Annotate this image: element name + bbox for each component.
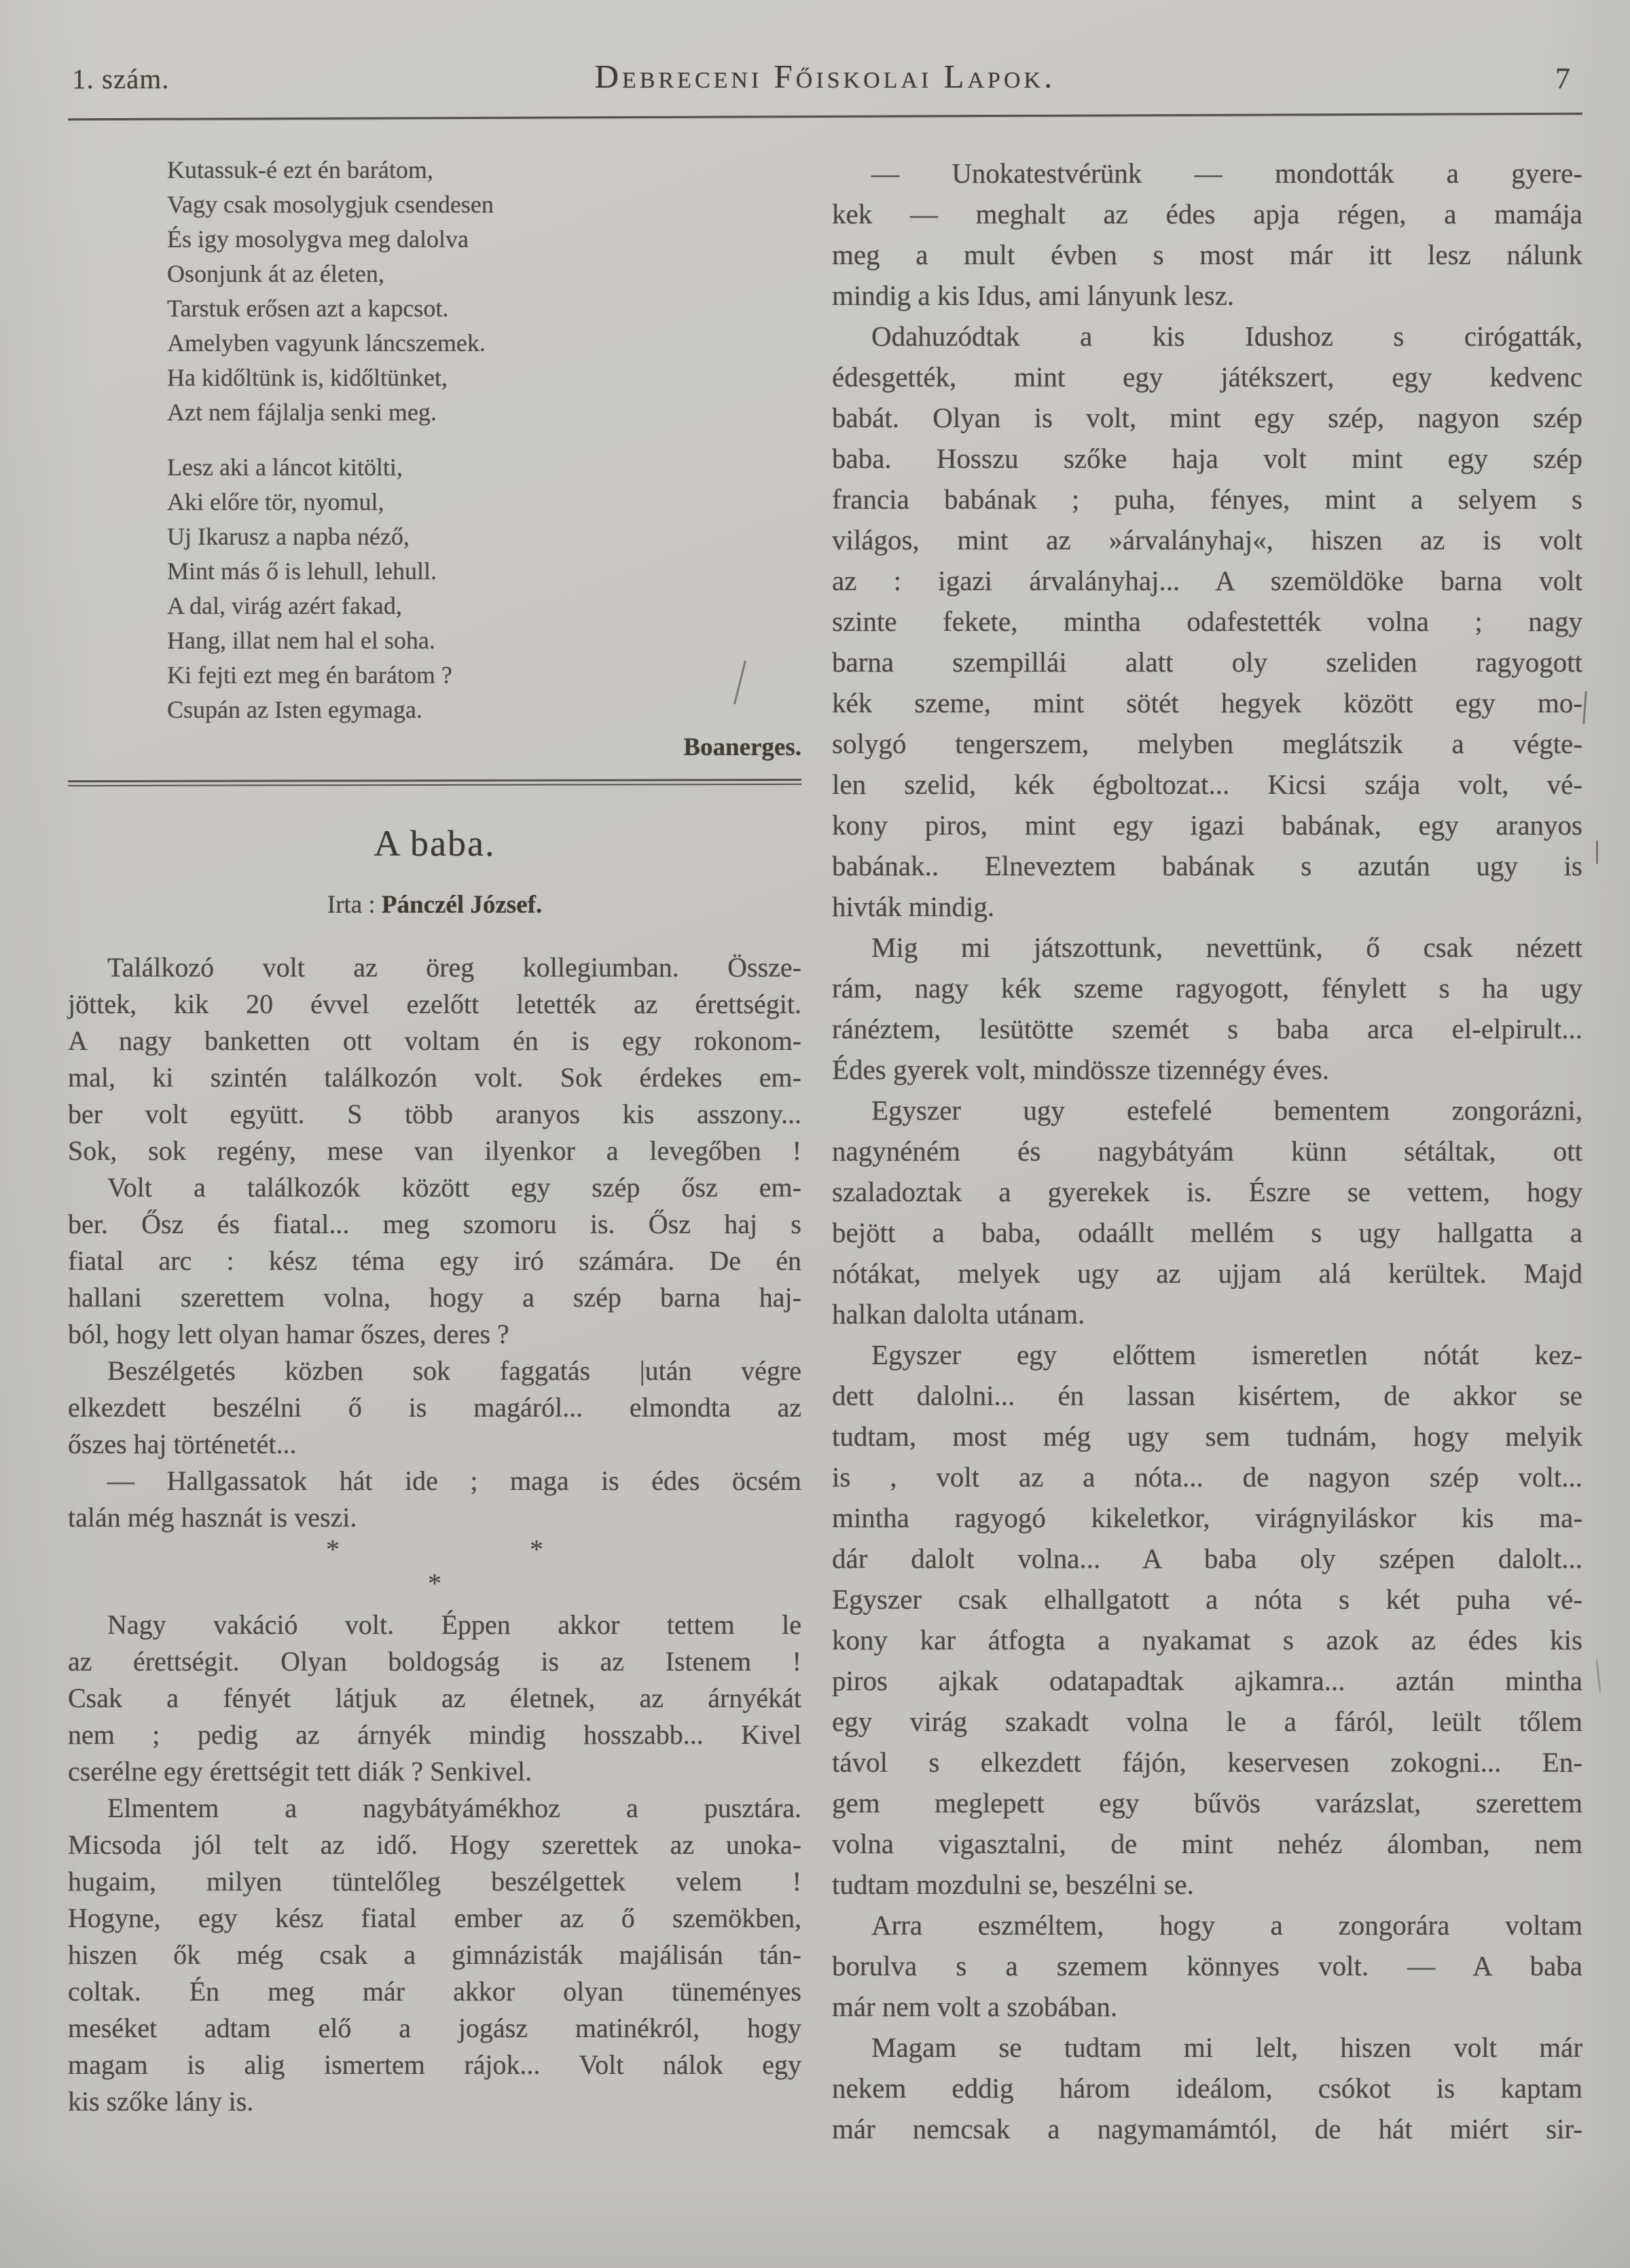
text-line: magam is alig ismertem rájok... Volt nálok egy (68, 2049, 801, 2080)
text-line: — Unokatestvérünk — mondották a gyere- (871, 158, 1582, 189)
text-line: hivták mindig. (832, 891, 995, 922)
text-line: fiatal arc : kész téma egy iró számára. De én (68, 1245, 801, 1276)
text-line: coltak. Én meg már akkor olyan tüneményes (68, 1976, 801, 2007)
text-line: A nagy banketten ott voltam én is egy rokonom- (68, 1025, 801, 1056)
text-line: hallani szerettem volna, hogy a szép barna haj- (68, 1282, 801, 1313)
text-line: nagynéném és nagybátyám künn sétáltak, ott (832, 1135, 1582, 1167)
text-line: Mint más ő is lehull, lehull. (167, 557, 437, 585)
text-line: Vagy csak mosolygjuk csendesen (167, 191, 494, 218)
text-line: már nemcsak a nagymamámtól, de hát miért sir- (832, 2113, 1582, 2144)
text-line: len szelid, kék égboltozat... Kicsi szája volt, vé- (832, 769, 1582, 800)
text-line: cserélne egy érettségit tett diák ? Senkivel. (68, 1756, 532, 1787)
text-line: A dal, virág azért fakad, (167, 592, 402, 619)
two-column-layout (68, 153, 1582, 2149)
text-line: Osonjunk át az életen, (167, 260, 384, 287)
text-line: az érettségit. Olyan boldogság is az Istenem ! (68, 1646, 801, 1677)
text-line: Lesz aki a láncot kitölti, (167, 454, 403, 481)
text-line: dett dalolni... én lassan kisértem, de akkor se (832, 1380, 1582, 1411)
text-line: jöttek, kik 20 évvel ezelőtt letették az érettségit. (68, 989, 801, 1019)
text-line: Aki előre tör, nyomul, (167, 488, 384, 515)
text-line: francia babának ; puha, fényes, mint a selyem s (832, 483, 1582, 515)
byline-prefix: Irta : (327, 891, 376, 919)
text-line: kony piros, mint egy igazi babának, egy aranyos (832, 809, 1582, 841)
text-line: solygó tengerszem, melyben meglátszik a végte- (832, 728, 1582, 759)
paragraph (68, 1607, 801, 1790)
text-line: Micsoda jól telt az idő. Hogy szerettek az unoka- (68, 1829, 801, 1860)
text-line: baba. Hosszu szőke haja volt mint egy szép (832, 443, 1582, 474)
text-line: Volt a találkozók között egy szép ősz em- (107, 1172, 801, 1203)
paragraph (832, 2027, 1582, 2149)
text-line: egy virág szakadt volna le a fáról, leült tőlem (832, 1706, 1582, 1737)
text-line: Elmentem a nagybátyámékhoz a pusztára. (107, 1793, 801, 1823)
byline-author: Pánczél József. (381, 891, 543, 919)
text-line: Mig mi játszottunk, nevettünk, ő csak nézett (871, 932, 1582, 963)
paragraph (68, 949, 801, 1169)
text-line: bejött a baba, odaállt mellém s ugy hallgatta a (832, 1217, 1582, 1248)
text-line: talán még hasznát is veszi. (68, 1502, 357, 1533)
text-line: kis szőke lány is. (68, 2086, 254, 2117)
text-line: tudtam mozdulni se, beszélni se. (832, 1869, 1194, 1900)
article-body-right (832, 153, 1582, 2149)
text-line: Ha kidőltünk is, kidőltünket, (167, 364, 448, 391)
header-rule (68, 113, 1582, 121)
left-column (68, 153, 801, 2149)
asterisk: * (326, 1534, 340, 1565)
text-line: hugaim, milyen tüntelőleg beszélgettek velem ! (68, 1866, 801, 1897)
text-line: Magam se tudtam mi lelt, hiszen volt már (871, 2032, 1582, 2063)
text-line: már nem volt a szobában. (832, 1991, 1118, 2022)
right-column (832, 153, 1582, 2149)
text-line: édesgették, mint egy játékszert, egy kedvenc (832, 361, 1582, 392)
text-line: Azt nem fájlalja senki meg. (167, 399, 437, 426)
text-line: Ki fejti ezt meg én barátom ? (167, 661, 452, 689)
text-line: Arra eszméltem, hogy a zongorára voltam (871, 1909, 1582, 1941)
text-line: rám, nagy kék szeme ragyogott, fénylett s ha ugy (832, 972, 1582, 1004)
text-line: Egyszer egy előttem ismeretlen nótát kez- (871, 1339, 1582, 1370)
text-line: Amelyben vagyunk láncszemek. (167, 329, 486, 356)
text-line: is , volt az a nóta... de nagyon szép volt... (832, 1461, 1582, 1493)
text-line: — Hallgassatok hát ide ; maga is édes öcsém (107, 1465, 801, 1496)
poem (167, 153, 801, 727)
text-line: Hang, illat nem hal el soha. (167, 627, 435, 654)
text-line: tudtam, most még ugy sem tudnám, hogy melyik (832, 1421, 1582, 1452)
article-byline (68, 890, 801, 919)
text-line: Csak a fényét látjuk az életnek, az árnyékát (68, 1683, 801, 1713)
text-line: Csupán az Isten egymaga. (167, 696, 422, 723)
text-line: mal, ki szintén találkozón volt. Sok érdekes em- (68, 1062, 801, 1093)
paragraph (68, 1169, 801, 1353)
asterisk: * (428, 1568, 441, 1598)
scan-artifact (1595, 1658, 1601, 1694)
text-line: halkan dalolta utánam. (832, 1298, 1085, 1330)
paragraph (832, 153, 1582, 316)
text-line: nem ; pedig az árnyék mindig hosszabb... Kivel (68, 1719, 801, 1750)
scan-artifact (1596, 841, 1598, 864)
text-line: babát. Olyan is volt, mint egy szép, nagyon szép (832, 402, 1582, 433)
text-line: kék szeme, mint sötét hegyek között egy mo- (832, 687, 1582, 718)
poem-stanza-1 (167, 153, 801, 430)
text-line: hiszen ők még csak a gimnázisták majálisán tán- (68, 1939, 801, 1970)
text-line: Tarstuk erősen azt a kapcsot. (167, 295, 449, 322)
text-line: Egyszer ugy estefelé bementem zongorázni, (871, 1095, 1582, 1126)
paragraph (832, 1334, 1582, 1905)
paragraph (832, 316, 1582, 927)
paragraph (832, 927, 1582, 1090)
text-line: babának.. Elneveztem babának s azután ugy is (832, 850, 1582, 881)
text-line: dár dalolt volna... A baba oly szépen dalolt... (832, 1543, 1582, 1574)
text-line: piros ajkak odatapadtak ajkamra... aztán mintha (832, 1665, 1582, 1696)
issue-number: 1. szám. (72, 63, 170, 94)
text-line: ránéztem, lesütötte szemét s baba arca el-elpirult... (832, 1013, 1582, 1044)
asterisk-separator (68, 1536, 801, 1607)
text-line: Édes gyerek volt, mindössze tizennégy éves. (832, 1054, 1330, 1085)
text-line: Odahuzódtak a kis Idushoz s cirógatták, (871, 321, 1582, 352)
text-line: volna vigasztalni, de mint nehéz álomban, nem (832, 1828, 1582, 1859)
text-line: ber volt együtt. S több aranyos kis asszony... (68, 1099, 801, 1129)
poem-stanza-2 (167, 450, 801, 727)
text-line: szaladoztak a gyerekek is. Észre se vettem, hogy (832, 1176, 1582, 1207)
text-line: elkezdett beszélni ő is magáról... elmondta az (68, 1392, 801, 1423)
scan-artifact (1582, 691, 1587, 724)
text-line: Nagy vakáció volt. Éppen akkor tettem le (107, 1609, 801, 1640)
paragraph (68, 1463, 801, 1536)
article-body-left (68, 949, 801, 2120)
text-line: Kutassuk-é ezt én barátom, (167, 156, 433, 183)
text-line: Hogyne, egy kész fiatal ember az ő szemökben, (68, 1903, 801, 1933)
journal-title: Debreceni Főiskolai Lapok. (594, 58, 1056, 95)
text-line: mindig a kis Idus, ami lányunk lesz. (832, 280, 1235, 311)
page-number: 7 (1555, 62, 1570, 95)
text-line: az : igazi árvalányhaj... A szemöldöke barna volt (832, 565, 1582, 596)
text-line: kony kar átfogta a nyakamat s azok az édes kis (832, 1624, 1582, 1656)
text-line: mintha ragyogó kikeletkor, virágnyiláskor kis ma- (832, 1502, 1582, 1533)
text-line: Egyszer csak elhallgatott a nóta s két puha vé- (832, 1584, 1582, 1615)
text-line: borulva s a szemem könnyes volt. — A baba (832, 1950, 1582, 1981)
asterisk-row (68, 1533, 801, 1565)
asterisk: * (530, 1534, 543, 1565)
text-line: nekem eddig három ideálom, csókot is kaptam (832, 2072, 1582, 2104)
text-line: kek — meghalt az édes apja régen, a mamája (832, 198, 1582, 230)
text-line: meg a mult évben s most már itt lesz nálunk (832, 239, 1582, 270)
paragraph (68, 1353, 801, 1463)
text-line: gem meglepett egy bűvös varázslat, szerettem (832, 1787, 1582, 1818)
text-line: Uj Ikarusz a napba néző, (167, 523, 410, 550)
section-divider-rule (68, 779, 801, 786)
paragraph (832, 1905, 1582, 2027)
text-line: világos, mint az »árvalányhaj«, hiszen az is volt (832, 524, 1582, 555)
poem-signature: Boanerges. (683, 733, 801, 761)
text-line: ber. Ősz és fiatal... meg szomoru is. Ősz haj s (68, 1209, 801, 1239)
text-line: meséket adtam elő a jogász matinékról, hogy (68, 2013, 801, 2043)
page-header (68, 56, 1582, 106)
paragraph (832, 1090, 1582, 1334)
text-line: És igy mosolygva meg dalolva (167, 225, 469, 253)
text-line: őszes haj történetét... (68, 1429, 297, 1459)
text-line: szinte fekete, mintha odafestették volna ; nagy (832, 606, 1582, 637)
paragraph (68, 1790, 801, 2120)
text-line: Találkozó volt az öreg kollegiumban. Össze- (107, 952, 801, 983)
asterisk-row (68, 1567, 801, 1599)
text-line: barna szempillái alatt oly szeliden ragyogott (832, 646, 1582, 678)
article-title: A baba. (374, 823, 496, 864)
text-line: ból, hogy lett olyan hamar őszes, deres ? (68, 1319, 509, 1349)
text-line: nótákat, melyek ugy az ujjam alá kerültek. Majd (832, 1258, 1582, 1289)
text-line: távol s elkezdett fájón, keservesen zokogni... En- (832, 1746, 1582, 1778)
text-line: Beszélgetés közben sok faggatás |után végre (107, 1355, 801, 1386)
text-line: Sok, sok regény, mese van ilyenkor a levegőben ! (68, 1135, 801, 1166)
